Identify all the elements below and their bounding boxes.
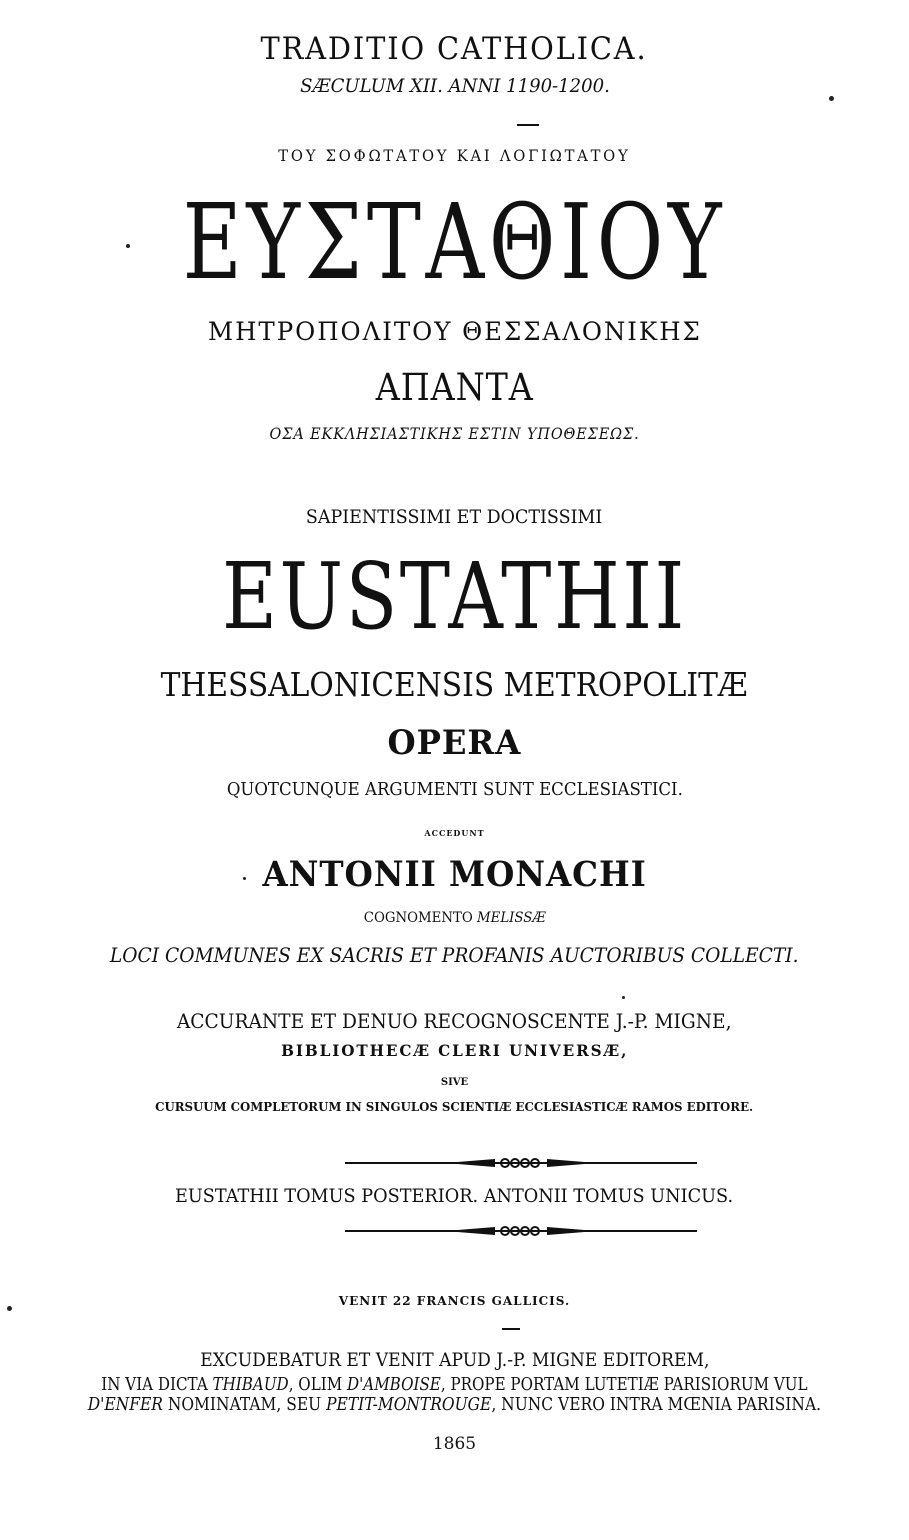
ornamental-rule-bottom bbox=[345, 1224, 697, 1238]
cognomento-line bbox=[0, 909, 909, 925]
latin-subject-line bbox=[0, 781, 909, 799]
print-speck bbox=[622, 996, 625, 999]
bibliotheca-line bbox=[0, 1043, 909, 1059]
latin-name: EUSTATHII bbox=[222, 543, 687, 650]
greek-epithet: ΤΟΥ ΣΟΦΩΤΑΤΟΥ ΚΑΙ ΛΟΓΙΩΤΑΤΟΥ bbox=[278, 146, 631, 165]
imprint-2b: THIBAUD bbox=[212, 1374, 289, 1395]
melissae-name: MELISSÆ bbox=[476, 910, 546, 926]
latin-works-line bbox=[0, 723, 909, 763]
latin-name-line bbox=[0, 543, 909, 650]
print-speck bbox=[126, 244, 130, 248]
ornamental-rule-top bbox=[345, 1156, 697, 1170]
series-subtitle-line bbox=[0, 77, 909, 96]
loci-communes: LOCI COMMUNES EX SACRIS ET PROFANIS AUCTORIBUS COLLECTI. bbox=[110, 943, 799, 967]
latin-office: THESSALONICENSIS METROPOLITÆ bbox=[161, 665, 748, 704]
tomus: EUSTATHII TOMUS POSTERIOR. ANTONII TOMUS UNICUS. bbox=[175, 1185, 734, 1207]
greek-epithet-line bbox=[0, 148, 909, 164]
greek-name: ΕΥΣΤΑΘΙΟΥ bbox=[182, 181, 727, 303]
imprint-2c: , OLIM bbox=[288, 1374, 348, 1395]
print-speck bbox=[243, 877, 246, 880]
greek-subject-line bbox=[0, 426, 909, 442]
year: 1865 bbox=[432, 1434, 477, 1454]
imprint-line-3 bbox=[0, 1396, 909, 1414]
imprint-3a: D'ENFER bbox=[87, 1394, 164, 1415]
imprint-line-1 bbox=[0, 1351, 909, 1370]
imprint-2e: , PROPE PORTAM LUTETIÆ PARISIORUM VUL bbox=[440, 1374, 808, 1395]
short-rule-1 bbox=[517, 124, 539, 126]
latin-works: OPERA bbox=[387, 723, 522, 763]
bibliotheca: BIBLIOTHECÆ CLERI UNIVERSÆ, bbox=[280, 1041, 629, 1060]
imprint-3c: PETIT-MONTROUGE bbox=[326, 1394, 492, 1415]
sive-line bbox=[0, 1072, 909, 1088]
imprint-1: EXCUDEBATUR ET VENIT APUD J.-P. MIGNE EDITOREM, bbox=[199, 1349, 710, 1371]
accedunt-line bbox=[0, 823, 909, 839]
greek-office: ΜΗΤΡΟΠΟΛΙΤΟΥ ΘΕΣΣΑΛΟΝΙΚΗΣ bbox=[207, 317, 702, 346]
series-title-line bbox=[0, 31, 909, 67]
second-author: ANTONII MONACHI bbox=[262, 854, 647, 895]
cognomento-label: COGNOMENTO bbox=[363, 910, 473, 926]
greek-office-line bbox=[0, 319, 909, 344]
accedunt-label: ACCEDUNT bbox=[424, 828, 485, 838]
print-speck bbox=[829, 96, 834, 101]
latin-epithet-line bbox=[0, 508, 909, 527]
latin-office-line bbox=[0, 665, 909, 704]
price: VENIT 22 FRANCIS GALLICIS. bbox=[338, 1294, 571, 1308]
greek-name-line bbox=[0, 181, 909, 303]
year-line bbox=[0, 1436, 909, 1453]
accurante: ACCURANTE ET DENUO RECOGNOSCENTE J.-P. MIGNE, bbox=[177, 1009, 732, 1033]
cursuum-line bbox=[0, 1098, 909, 1114]
greek-works: ΑΠΑΝΤΑ bbox=[375, 366, 534, 409]
series-title: TRADITIO CATHOLICA. bbox=[261, 31, 648, 67]
sive: SIVE bbox=[440, 1077, 469, 1088]
latin-epithet: SAPIENTISSIMI ET DOCTISSIMI bbox=[306, 506, 603, 528]
loci-communes-line bbox=[0, 945, 909, 965]
imprint-2a: IN VIA DICTA bbox=[101, 1374, 213, 1395]
imprint-2d: D'AMBOISE bbox=[347, 1374, 441, 1395]
price-line bbox=[0, 1292, 909, 1308]
imprint-3b: NOMINATAM, SEU bbox=[163, 1394, 327, 1415]
print-speck bbox=[7, 1306, 12, 1311]
imprint-line-2 bbox=[0, 1376, 909, 1394]
imprint-3d: , NUNC VERO INTRA MŒNIA PARISINA. bbox=[491, 1394, 822, 1415]
second-author-line bbox=[0, 854, 909, 895]
cursuum: CURSUUM COMPLETORUM IN SINGULOS SCIENTIÆ ECCLESIASTICÆ RAMOS EDITORE. bbox=[155, 1100, 754, 1114]
short-rule-2 bbox=[502, 1328, 520, 1330]
accurante-line bbox=[0, 1011, 909, 1031]
greek-works-line bbox=[0, 366, 909, 409]
latin-subject: QUOTCUNQUE ARGUMENTI SUNT ECCLESIASTICI. bbox=[226, 779, 683, 800]
tomus-line bbox=[0, 1187, 909, 1206]
greek-subject: ΟΣΑ ΕΚΚΛΗΣΙΑΣΤΙΚΗΣ ΕΣΤΙΝ ΥΠΟΘΕΣΕΩΣ. bbox=[269, 424, 640, 443]
series-subtitle: SÆCULUM XII. ANNI 1190-1200. bbox=[299, 75, 610, 97]
